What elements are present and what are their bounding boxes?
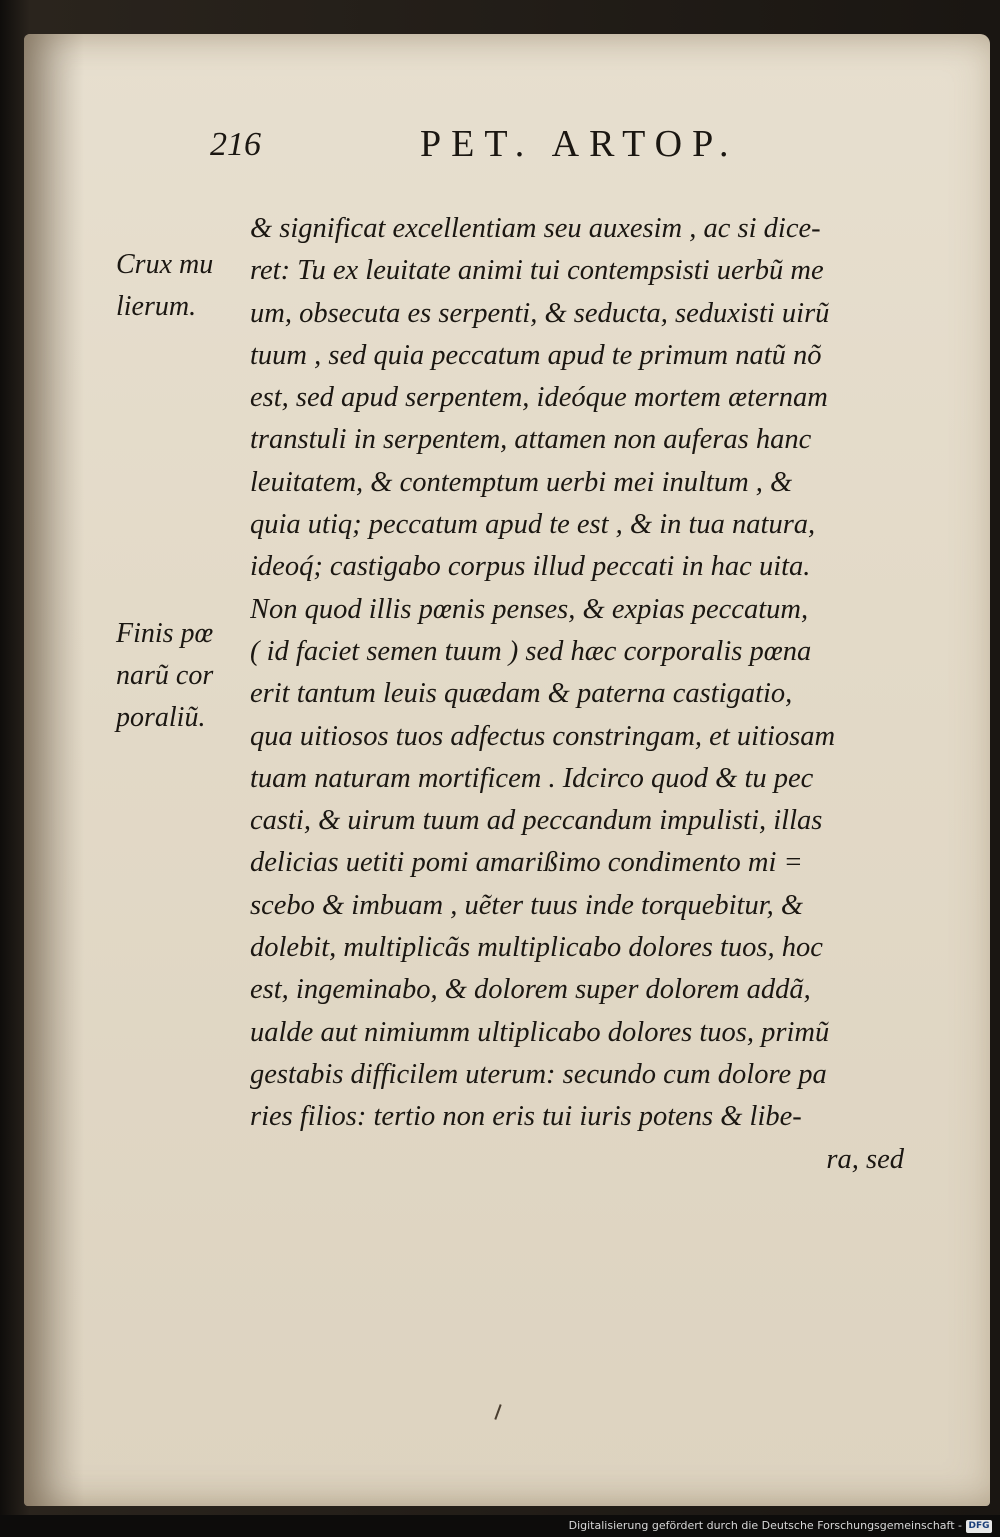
gutter-shadow: [24, 34, 84, 1506]
body-text: [250, 208, 910, 1181]
marginal-note-line: lierum.: [116, 291, 197, 322]
text-line: dolebit, multiplicãs multiplicabo dolores tuos, hoc: [250, 932, 823, 964]
marginal-note: [116, 244, 256, 328]
page-number: 216: [210, 126, 261, 163]
dfg-logo: DFG: [966, 1520, 992, 1533]
marginal-note-line: Finis pœ: [116, 618, 214, 649]
text-line: tuum , sed quia peccatum apud te primum natũ nõ: [250, 339, 822, 371]
text-line: scebo & imbuam , uẽter tuus inde torquebitur, &: [250, 889, 804, 921]
text-line: gestabis difficilem uterum: secundo cum dolore pa: [250, 1058, 827, 1090]
marginal-note-line: Crux mu: [116, 249, 214, 280]
text-line: ret: Tu ex leuitate animi tui contempsisti uerbũ me: [250, 255, 824, 287]
text-line: quia utiq; peccatum apud te est , & in tua natura,: [250, 509, 816, 541]
marginal-note-line: poraliũ.: [116, 702, 206, 733]
text-line: erit tantum leuis quædam & paterna castigatio,: [250, 678, 793, 710]
text-line: qua uitiosos tuos adfectus constringam, et uitiosam: [250, 720, 836, 752]
text-line: um, obsecuta es serpenti, & seducta, seduxisti uirũ: [250, 297, 830, 329]
text-line: ualde aut nimiumm ultiplicabo dolores tuos, primũ: [250, 1016, 830, 1048]
text-line: tuam naturam mortificem . Idcirco quod & tu pec: [250, 762, 814, 794]
funding-credit: Digitalisierung gefördert durch die Deutsche Forschungsgemeinschaft -: [568, 1519, 962, 1532]
text-line: casti, & uirum tuum ad peccandum impulisti, illas: [250, 805, 823, 837]
marginal-note-line: narũ cor: [116, 660, 214, 691]
text-line: & significat excellentiam seu auxesim , ac si dice-: [250, 213, 821, 244]
text-line: leuitatem, & contemptum uerbi mei inultum , &: [250, 466, 793, 498]
text-line: est, sed apud serpentem, ideóque mortem æternam: [250, 382, 828, 414]
text-line: Non quod illis pœnis penses, & expias peccatum,: [250, 593, 809, 625]
text-line: ries filios: tertio non eris tui iuris potens & libe-: [250, 1101, 802, 1133]
marginal-note: [116, 613, 256, 739]
text-line: ideoq́; castigabo corpus illud peccati in hac uita.: [250, 551, 811, 583]
text-line: delicias uetiti pomi amarißimo condimento mi =: [250, 847, 803, 879]
running-head: [210, 116, 770, 176]
text-line: est, ingeminabo, & dolorem super dolorem addã,: [250, 974, 811, 1006]
text-line: transtuli in serpentem, attamen non auferas hanc: [250, 424, 812, 456]
running-title: PET. ARTOP.: [420, 123, 739, 165]
footer-bar: [0, 1515, 1000, 1537]
text-line: ( id faciet semen tuum ) sed hæc corporalis pœna: [250, 635, 812, 667]
catchword-line: ra, sed: [826, 1143, 904, 1175]
